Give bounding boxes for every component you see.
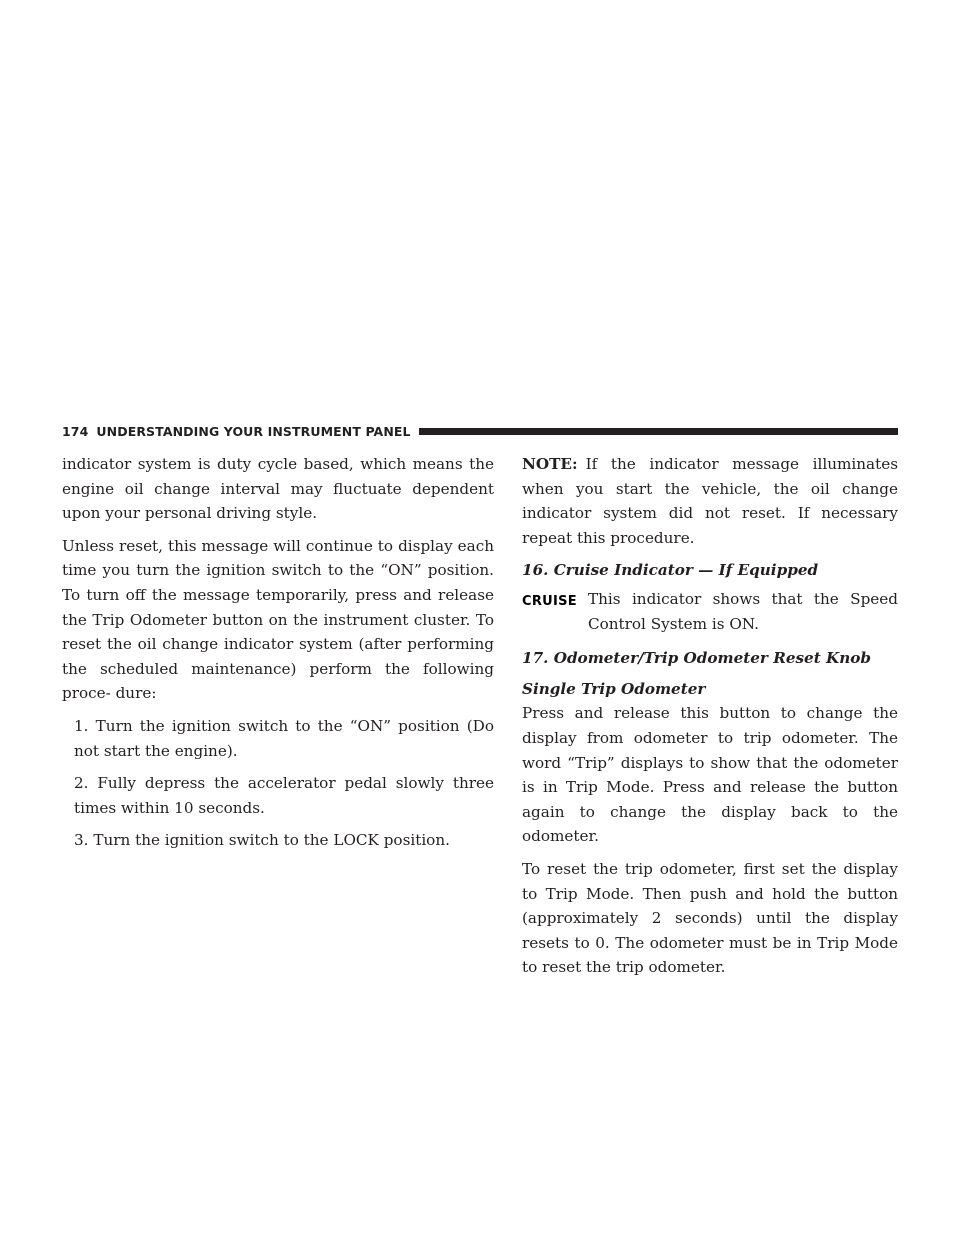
- header-rule: [419, 428, 898, 435]
- section-16-heading: 16. Cruise Indicator — If Equipped: [522, 561, 819, 580]
- left-column: [62, 452, 494, 861]
- single-trip-paragraph-2: To reset the trip odometer, first set the display to Trip Mode. Then push and hold the button (approximately 2 seconds) until the display resets to 0. The odometer must be in Trip Mode to reset the trip odometer.: [522, 859, 898, 977]
- step-2: 2. Fully depress the accelerator pedal slowly three times within 10 seconds.: [74, 774, 494, 817]
- cruise-icon: CRUISE: [522, 593, 577, 609]
- single-trip-paragraph-1: Press and release this button to change the display from odometer to trip odometer. The word “Trip” displays to show that the odometer is in Trip Mode. Press and release the button again to change the display back to the odometer.: [522, 704, 898, 846]
- page-header: [62, 422, 898, 440]
- paragraph-duty-cycle: indicator system is duty cycle based, which means the engine oil change interval may fluctuate dependent upon your personal driving style.: [62, 455, 494, 523]
- note-label: NOTE:: [522, 455, 578, 473]
- single-trip-heading: Single Trip Odometer: [522, 679, 706, 698]
- right-column: [522, 452, 898, 988]
- note-text: If the indicator message illuminates when you start the vehicle, the oil change indicator system did not reset. If necessary repeat this procedure.: [522, 455, 898, 547]
- cruise-indicator-text: This indicator shows that the Speed Control System is ON.: [588, 589, 898, 633]
- paragraph-reset-instructions: Unless reset, this message will continue to display each time you turn the ignition switch to the “ON” position. To turn off the message temporarily, press and release the Trip Odometer button on the instrument cluster. To reset the oil change indicator system (after performing the scheduled maintenance) perform the following proce- dure:: [62, 536, 494, 703]
- note-paragraph: [522, 452, 898, 550]
- step-3: 3. Turn the ignition switch to the LOCK position.: [74, 831, 450, 850]
- step-1: 1. Turn the ignition switch to the “ON” position (Do not start the engine).: [74, 716, 494, 760]
- section-17-heading: 17. Odometer/Trip Odometer Reset Knob: [522, 649, 871, 668]
- header-title: UNDERSTANDING YOUR INSTRUMENT PANEL: [96, 423, 411, 439]
- page-number: 174: [62, 423, 89, 439]
- cruise-indicator-row: [522, 587, 898, 636]
